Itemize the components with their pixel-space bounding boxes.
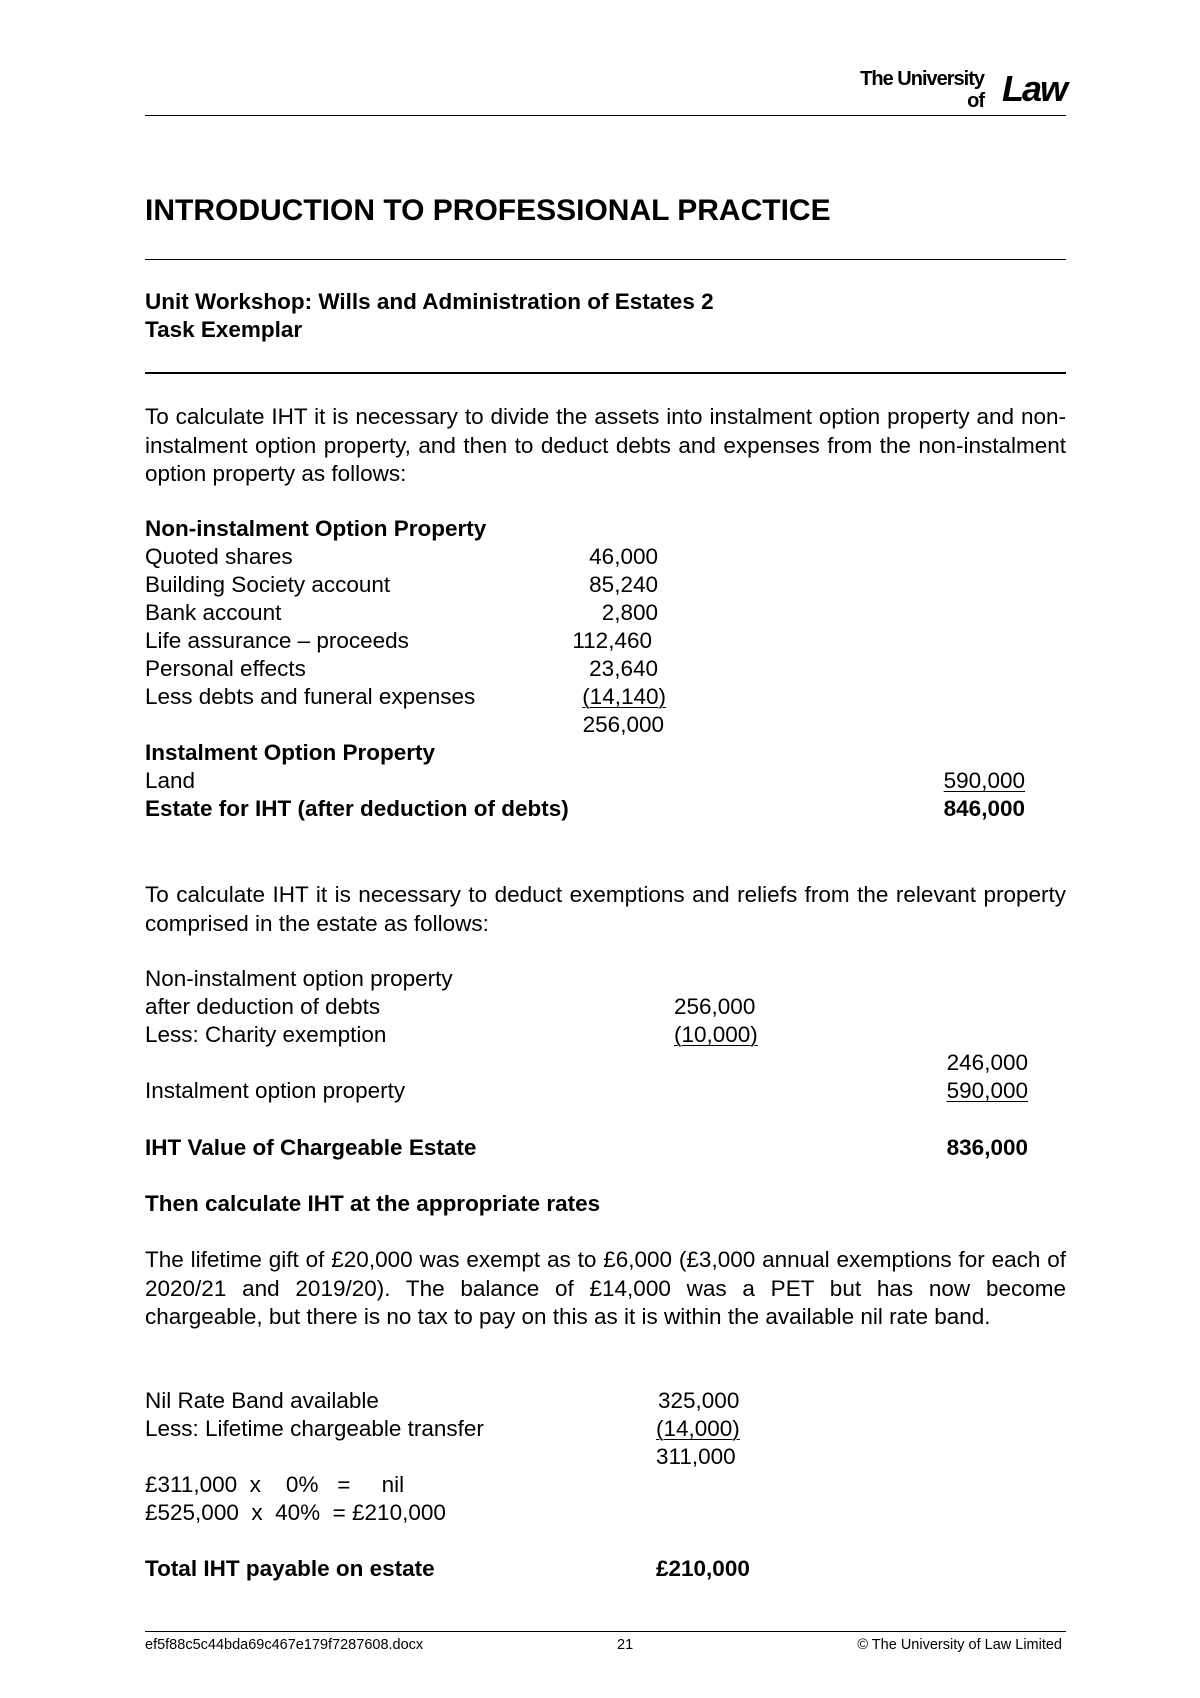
row-label: Bank account: [145, 600, 282, 625]
row-value: (14,140): [582, 684, 666, 709]
row-value: 2,800: [601, 600, 658, 625]
reliefs-line-2: after deduction of debts: [145, 994, 381, 1019]
logo-line-1: The University: [860, 68, 984, 90]
estate-value: 846,000: [943, 796, 1025, 821]
subtitle-line-2: Task Exemplar: [145, 317, 303, 342]
nrb-calc-1: £311,000 x 0% = nil: [145, 1472, 405, 1497]
nrb-calc-2: £525,000 x 40% = £210,000: [145, 1500, 446, 1525]
row-label: Building Society account: [145, 572, 391, 597]
header-rule: [145, 115, 1066, 116]
subtitle-rule: [145, 372, 1066, 374]
chargeable-estate-label: IHT Value of Chargeable Estate: [145, 1135, 477, 1160]
row-value: 112,460: [572, 628, 652, 653]
nrb-lct-value: (14,000): [656, 1416, 740, 1441]
intro-paragraph-1: To calculate IHT it is necessary to divide the assets into instalment option property and non-instalment option property, and then to deduct debts and expenses from the non-instalment option property as follows:: [145, 404, 1066, 486]
university-logo: [860, 62, 1066, 112]
intro-paragraph-2: To calculate IHT it is necessary to deduct exemptions and reliefs from the relevant property comprised in the estate as follows:: [145, 882, 1066, 936]
reliefs-line-1: Non-instalment option property: [145, 966, 453, 991]
row-value: 46,000: [589, 544, 658, 569]
footer-copyright: © The University of Law Limited: [857, 1637, 1062, 1653]
footer-filename: ef5f88c5c44bda69c467e179f7287608.docx: [145, 1637, 424, 1653]
nrb-available-label: Nil Rate Band available: [145, 1388, 379, 1413]
row-label: Life assurance – proceeds: [145, 628, 409, 653]
nrb-lct-label: Less: Lifetime chargeable transfer: [145, 1416, 484, 1441]
row-value: 85,240: [589, 572, 658, 597]
logo-line-3: Law: [1001, 68, 1066, 109]
row-value: 23,640: [589, 656, 658, 681]
total-value: £210,000: [656, 1556, 750, 1581]
chargeable-estate-value: 836,000: [946, 1135, 1028, 1160]
logo-line-2: of: [967, 90, 984, 112]
page-title: INTRODUCTION TO PROFESSIONAL PRACTICE: [145, 194, 831, 227]
subtitle-line-1: Unit Workshop: Wills and Administration of Estates 2: [145, 289, 714, 314]
estate-label: Estate for IHT (after deduction of debts): [145, 796, 569, 821]
title-rule: [145, 259, 1066, 260]
nrb-net-value: 311,000: [656, 1444, 736, 1469]
instalment-option-label: Instalment option property: [145, 1078, 406, 1103]
gift-paragraph: The lifetime gift of £20,000 was exempt as to £6,000 (£3,000 annual exemptions for each of 2020/21 and 2019/20). The balance of £14,000 was a PET but has now become chargeable, but there is no tax to pay on this as it is within the available nil rate band.: [145, 1247, 1066, 1329]
charity-label: Less: Charity exemption: [145, 1022, 387, 1047]
charity-value: (10,000): [674, 1022, 758, 1047]
row-label: Less debts and funeral expenses: [145, 684, 476, 709]
non-instalment-subtotal: 256,000: [582, 712, 664, 737]
total-label: Total IHT payable on estate: [145, 1556, 435, 1581]
instalment-option-value: 590,000: [946, 1078, 1028, 1103]
rates-heading: Then calculate IHT at the appropriate rates: [145, 1191, 601, 1216]
land-label: Land: [145, 768, 196, 793]
footer-rule: [145, 1631, 1066, 1632]
row-label: Quoted shares: [145, 544, 293, 569]
footer-page-number: 21: [617, 1637, 634, 1653]
reliefs-net-value: 246,000: [946, 1050, 1028, 1075]
row-label: Personal effects: [145, 656, 306, 681]
land-value: 590,000: [943, 768, 1025, 793]
instalment-heading: Instalment Option Property: [145, 740, 436, 765]
reliefs-line-2-value: 256,000: [674, 994, 756, 1019]
nrb-available-value: 325,000: [658, 1388, 740, 1413]
non-instalment-heading: Non-instalment Option Property: [145, 516, 487, 541]
